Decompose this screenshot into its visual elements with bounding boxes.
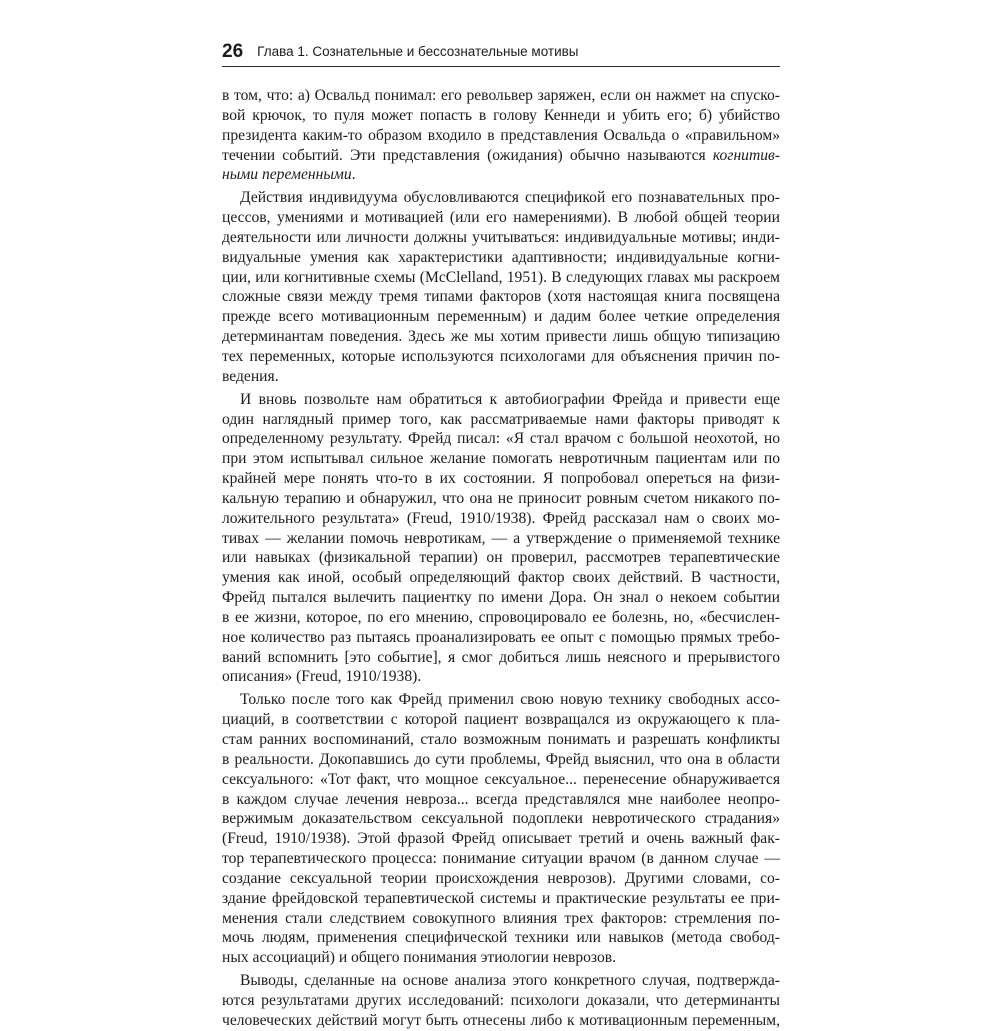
text-line: вой крючок, то пуля может попасть в голову Кеннеди и убить его; б) убийство xyxy=(222,106,780,124)
text-line: в реальности. Докопавшись до сути проблемы, Фрейд выяснил, что она в области xyxy=(222,750,780,768)
text-line: описания» (Freud, 1910/1938). xyxy=(222,668,422,686)
text-line: сексуального: «Тот факт, что мощное сексуальное... перенесение обнаруживается xyxy=(222,770,780,788)
text-line: деятельности или личности должны учитываться: индивидуальные мотивы; инди- xyxy=(222,228,780,246)
paragraph xyxy=(222,188,780,386)
text-line: Фрейд пытался вылечить пациентку по имени Дора. Он знал о некоем событии xyxy=(222,589,780,607)
text-line: видуальные умения как характеристики адаптивности; индивидуальные когни- xyxy=(222,248,780,266)
text-line: тех переменных, которые используются психологами для объяснения причин по- xyxy=(222,347,780,365)
italic-term: когнитив- xyxy=(712,146,780,164)
running-head: Глава 1. Сознательные и бессознательные мотивы xyxy=(257,44,579,59)
text-line: ных ассоциаций) и общего понимания этиологии неврозов. xyxy=(222,949,617,967)
text-line: вержимым доказательством сексуальной подоплеки невротического страдания» xyxy=(222,810,780,828)
text-line: кальную терапию и обнаружил, что она не приносит ровным счетом никакого по- xyxy=(222,489,780,507)
text-line: ложительного результата» (Freud, 1910/1938). Фрейд рассказал нам о своих мо- xyxy=(222,509,780,527)
body-text xyxy=(222,86,780,1031)
text-line: стам ранних воспоминаний, стало возможным понимать и разрешать конфликты xyxy=(222,731,780,748)
text-line: в ее жизни, которое, по его мнению, спровоцировало ее болезнь, но, «бесчислен- xyxy=(222,608,780,626)
text-run: течении событий. Эти представления (ожидания) обычно называются xyxy=(222,146,713,164)
text-line: определенному результату. Фрейд писал: «Я стал врачом с большой неохотой, но xyxy=(222,430,780,448)
text-line: ведения. xyxy=(222,367,279,385)
paragraph xyxy=(222,390,780,688)
text-run: . xyxy=(351,166,356,184)
text-line: детерминантам поведения. Здесь же мы хотим привести лишь общую типизацию xyxy=(222,328,780,346)
text-line: ное количество раз пытаясь проанализировать ее опыт с помощью прямых требо- xyxy=(222,628,780,646)
text-line: Только после того как Фрейд применил свою новую технику свободных ассо- xyxy=(240,691,780,709)
text-line: менения стали следствием совокупного влияния трех факторов: стремления по- xyxy=(222,909,780,927)
text-line: сложные связи между тремя типами факторов (хотя настоящая книга посвящена xyxy=(222,288,780,306)
text-line: Выводы, сделанные на основе анализа этого конкретного случая, подтвержда- xyxy=(240,972,780,990)
text-line: в том, что: а) Освальд понимал: его револьвер заряжен, если он нажмет на спуско- xyxy=(222,87,780,104)
paragraph xyxy=(222,86,780,185)
text-line: здание фрейдовской терапевтической системы и практические результаты ее при- xyxy=(222,889,780,907)
text-line: президента каким-то образом входило в представления Освальда о «правильном» xyxy=(222,126,780,144)
text-line: умения как иной, особый определяющий фактор своих действий. В частности, xyxy=(222,569,780,587)
paragraph xyxy=(222,971,780,1031)
paragraph xyxy=(222,690,780,968)
italic-term: ными переменными xyxy=(222,166,352,184)
text-line: или навыках (физикальной терапии) он проверил, рассмотрев терапевтические xyxy=(222,549,780,567)
page-header xyxy=(222,40,780,67)
text-line: ции, или когнитивные схемы (McClelland, 1951). В следующих главах мы раскроем xyxy=(222,268,780,286)
text-line: цессов, умениями и мотивацией (или его намерениями). В любой общей теории xyxy=(222,209,780,227)
text-line: ваний вспомнить [это событие], я смог добиться лишь неясного и прерывистого xyxy=(222,648,780,666)
text-line: (Freud, 1910/1938). Этой фразой Фрейд описывает третий и очень важный фак- xyxy=(222,830,780,848)
text-line: циаций, в соответствии с которой пациент возвращался из окружающего к пла- xyxy=(222,711,780,729)
text-line xyxy=(222,146,780,166)
page-number: 26 xyxy=(222,41,244,62)
text-line: прежде всего мотивационным переменным) и дадим более четкие определения xyxy=(222,308,780,326)
text-line: создание сексуальной теории происхождения неврозов). Другими словами, со- xyxy=(222,869,780,887)
text-line: Действия индивидуума обусловливаются спецификой его познавательных про- xyxy=(240,189,780,207)
text-line: при этом испытывал сильное желание помогать невротичным пациентам или по xyxy=(222,450,780,468)
text-line: тор терапевтического процесса: понимание ситуации врачом (в данном случае — xyxy=(222,850,780,868)
text-line: крайней мере понять что-то в их состоянии. Я попробовал опереться на физи- xyxy=(222,470,780,488)
text-line: И вновь позвольте нам обратиться к автобиографии Фрейда и привести еще xyxy=(240,390,780,408)
text-line: один наглядный пример того, как рассматриваемые нами факторы приводят к xyxy=(222,410,780,428)
text-line: ются результатами других исследований: психологи доказали, что детерминанты xyxy=(222,991,780,1009)
text-line: мочь людям, применения специфической техники или навыков (метода свобод- xyxy=(222,929,780,947)
text-line: тивах — желании помочь невротикам, — а утверждение о применяемой технике xyxy=(222,529,780,547)
text-line: в каждом случае лечения невроза... всегда представлялся мне наиболее неопро- xyxy=(222,790,780,808)
text-line xyxy=(222,165,780,185)
text-line: человеческих действий могут быть отнесены либо к мотивационным переменным, xyxy=(222,1011,780,1029)
